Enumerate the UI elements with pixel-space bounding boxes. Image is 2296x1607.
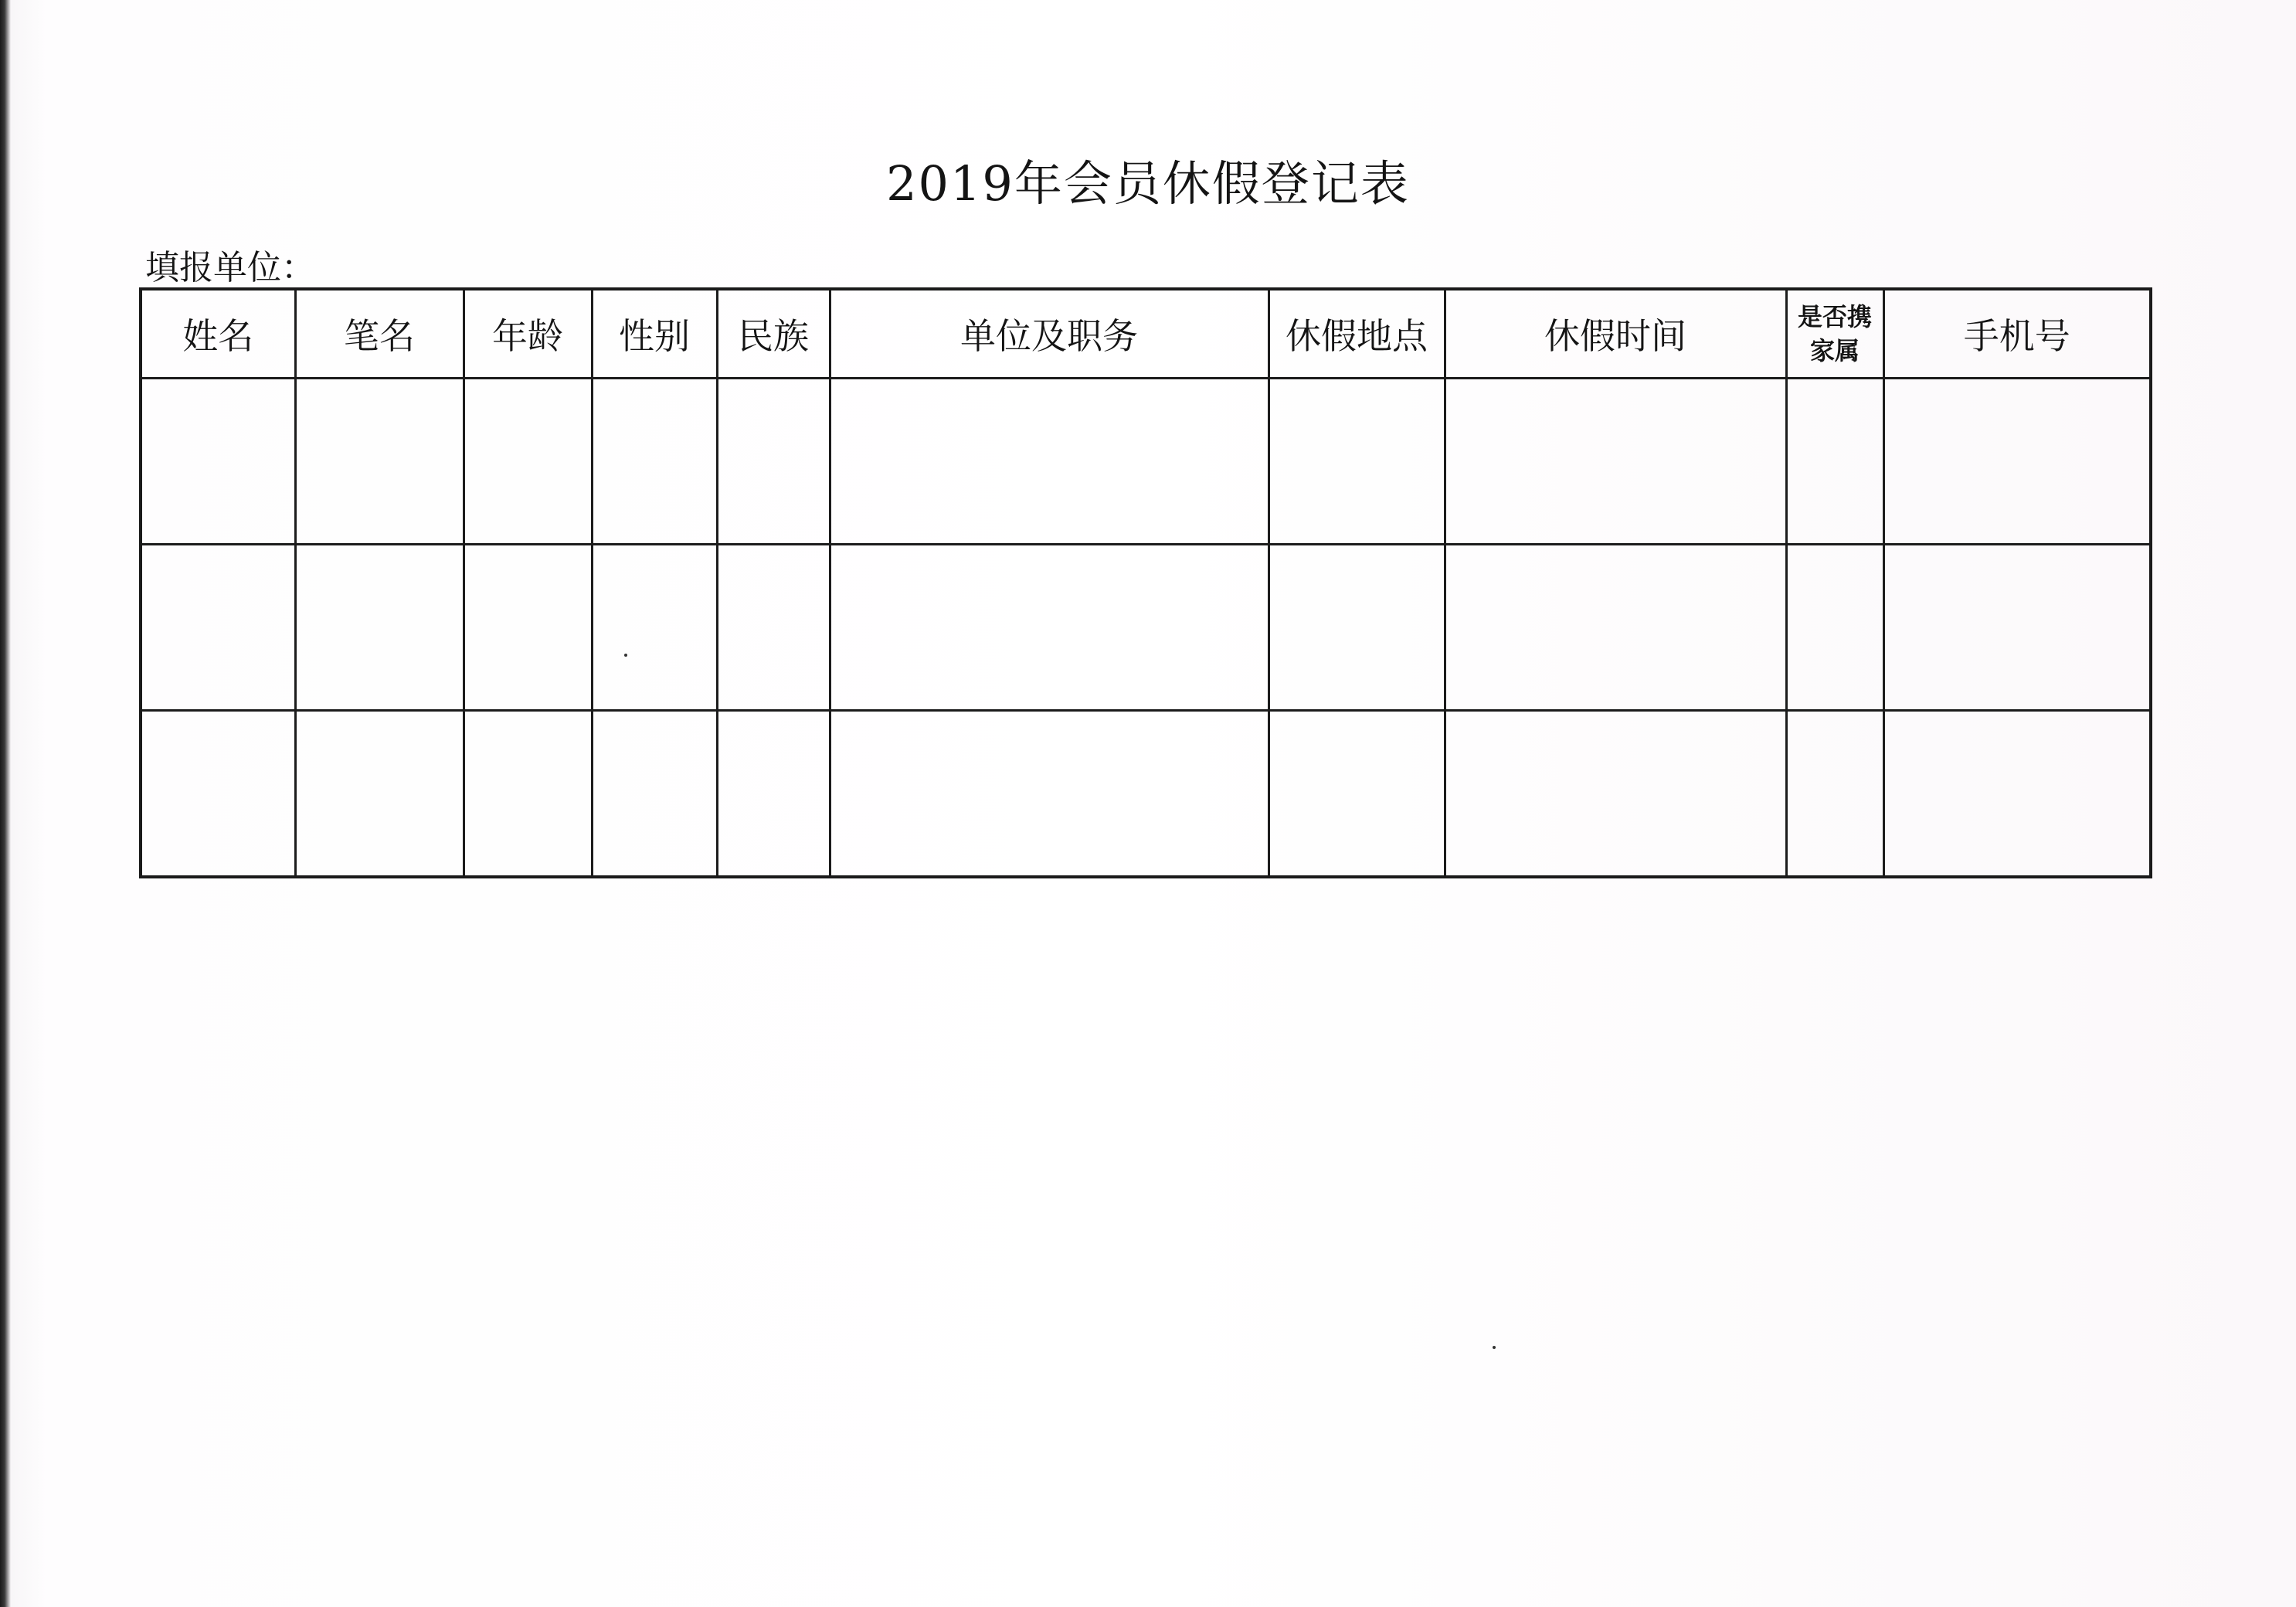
registration-table <box>139 287 2152 878</box>
cell-unit-position[interactable] <box>830 545 1269 711</box>
header-unit-position: 单位及职务 <box>830 289 1269 379</box>
cell-ethnicity[interactable] <box>717 379 830 545</box>
cell-vacation-location[interactable] <box>1269 379 1445 545</box>
cell-pen-name[interactable] <box>295 711 464 878</box>
header-with-family-line2: 家属 <box>1809 336 1860 365</box>
table-row <box>141 545 2151 711</box>
cell-with-family[interactable] <box>1786 379 1883 545</box>
header-ethnicity: 民族 <box>717 289 830 379</box>
header-pen-name: 笔名 <box>295 289 464 379</box>
cell-gender[interactable] <box>592 545 717 711</box>
cell-vacation-location[interactable] <box>1269 711 1445 878</box>
cell-vacation-time[interactable] <box>1445 711 1786 878</box>
cell-unit-position[interactable] <box>830 379 1269 545</box>
cell-pen-name[interactable] <box>295 379 464 545</box>
header-vacation-location: 休假地点 <box>1269 289 1445 379</box>
cell-age[interactable] <box>464 379 592 545</box>
scan-edge-shadow <box>0 0 11 1607</box>
cell-with-family[interactable] <box>1786 711 1883 878</box>
header-gender: 性别 <box>592 289 717 379</box>
table-row <box>141 379 2151 545</box>
cell-age[interactable] <box>464 711 592 878</box>
cell-name[interactable] <box>141 379 295 545</box>
header-name: 姓名 <box>141 289 295 379</box>
document-title: 2019年会员休假登记表 <box>886 155 1410 212</box>
header-phone: 手机号 <box>1883 289 2151 379</box>
cell-ethnicity[interactable] <box>717 711 830 878</box>
cell-phone[interactable] <box>1883 379 2151 545</box>
cell-with-family[interactable] <box>1786 545 1883 711</box>
cell-age[interactable] <box>464 545 592 711</box>
table-header-row <box>141 289 2151 379</box>
cell-ethnicity[interactable] <box>717 545 830 711</box>
cell-vacation-time[interactable] <box>1445 379 1786 545</box>
cell-vacation-time[interactable] <box>1445 545 1786 711</box>
fill-unit-label: 填报单位： <box>145 248 315 287</box>
cell-pen-name[interactable] <box>295 545 464 711</box>
cell-phone[interactable] <box>1883 545 2151 711</box>
header-age: 年龄 <box>464 289 592 379</box>
cell-name[interactable] <box>141 711 295 878</box>
cell-name[interactable] <box>141 545 295 711</box>
scan-speck <box>1493 1346 1496 1349</box>
header-with-family <box>1786 289 1883 379</box>
header-vacation-time: 休假时间 <box>1445 289 1786 379</box>
cell-phone[interactable] <box>1883 711 2151 878</box>
cell-unit-position[interactable] <box>830 711 1269 878</box>
cell-vacation-location[interactable] <box>1269 545 1445 711</box>
table-row <box>141 711 2151 878</box>
header-with-family-line1: 是否携 <box>1797 302 1872 331</box>
cell-gender[interactable] <box>592 379 717 545</box>
scan-speck <box>624 654 627 657</box>
cell-gender[interactable] <box>592 711 717 878</box>
